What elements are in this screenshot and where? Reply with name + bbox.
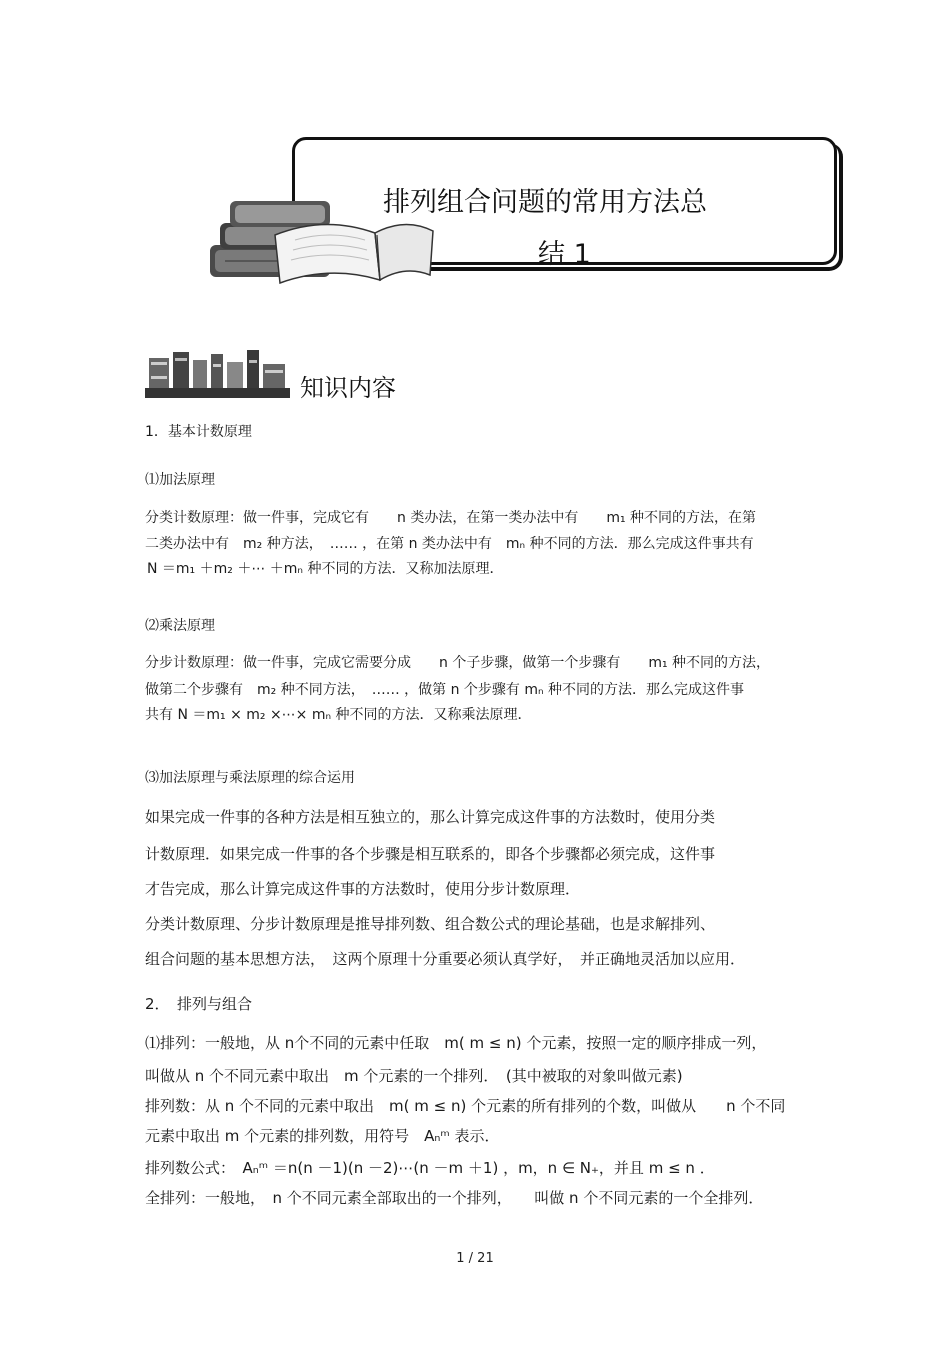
- text-line: 全排列：一般地， n 个不同元素全部取出的一个排列， 叫做 n 个不同元素的一个全排列．: [145, 1189, 764, 1207]
- text-line: 如果完成一件事的各种方法是相互独立的，那么计算完成这件事的方法数时，使用分类: [145, 808, 716, 826]
- text-line: 分类计数原理、分步计数原理是推导排列数、组合数公式的理论基础，也是求解排列、: [145, 915, 716, 933]
- bookshelf-icon: [145, 350, 290, 398]
- section-title: 知识内容: [300, 374, 396, 402]
- text-line: 组合问题的基本思想方法， 这两个原理十分重要必须认真学好， 并正确地灵活加以应用．: [145, 950, 746, 968]
- text-line: ⑴排列：一般地，从 n个不同的元素中任取 m( m ≤ n) 个元素，按照一定的顺序排成一列，: [145, 1034, 767, 1052]
- document-title-line1: 排列组合问题的常用方法总: [383, 187, 707, 218]
- heading-permutation-combination: 2． 排列与组合: [145, 995, 253, 1013]
- text-line: 叫做从 n 个不同元素中取出 m 个元素的一个排列． (其中被取的对象叫做元素): [145, 1067, 683, 1085]
- text-line: 才告完成，那么计算完成这件事的方法数时，使用分步计数原理．: [145, 880, 581, 898]
- document-title-line2: 结 1: [538, 239, 591, 270]
- formula-multiplication: 共有 N ＝m₁ × m₂ ×⋯× mₙ 种不同的方法．又称乘法原理．: [145, 707, 532, 723]
- text-line: 分类计数原理：做一件事，完成它有 n 类办法，在第一类办法中有 m₁ 种不同的方法，在第: [145, 510, 757, 526]
- page-number: 1 / 21: [456, 1251, 494, 1266]
- formula-permutation: 排列数公式： Aₙᵐ ＝n(n －1)(n －2)⋯(n －m ＋1) ，m，n ∈ N₊，并且 m ≤ n ．: [145, 1159, 715, 1177]
- formula-addition: N ＝m₁ ＋m₂ ＋⋯ ＋mₙ 种不同的方法．又称加法原理．: [147, 561, 504, 577]
- heading-basic-counting: 1．基本计数原理: [145, 424, 252, 440]
- subheading-combined: ⑶加法原理与乘法原理的综合运用: [145, 770, 355, 786]
- text-line: 二类办法中有 m₂ 种方法， …… ，在第 n 类办法中有 mₙ 种不同的方法．那么完成这件事共有: [145, 536, 754, 552]
- subheading-multiplication: ⑵乘法原理: [145, 618, 215, 634]
- text-line: 分步计数原理：做一件事，完成它需要分成 n 个子步骤，做第一个步骤有 m₁ 种不同的方法，: [145, 655, 771, 671]
- text-line: 做第二个步骤有 m₂ 种不同方法， …… ，做第 n 个步骤有 mₙ 种不同的方法．那么完成这件事: [145, 682, 745, 698]
- subheading-addition: ⑴加法原理: [145, 472, 215, 488]
- text-line: 计数原理．如果完成一件事的各个步骤是相互联系的，即各个步骤都必须完成，这件事: [145, 845, 716, 863]
- text-line: 元素中取出 m 个元素的排列数，用符号 Aₙᵐ 表示．: [145, 1127, 500, 1145]
- text-line: 排列数：从 n 个不同的元素中取出 m( m ≤ n) 个元素的所有排列的个数，叫做从 n 个不同: [145, 1097, 786, 1115]
